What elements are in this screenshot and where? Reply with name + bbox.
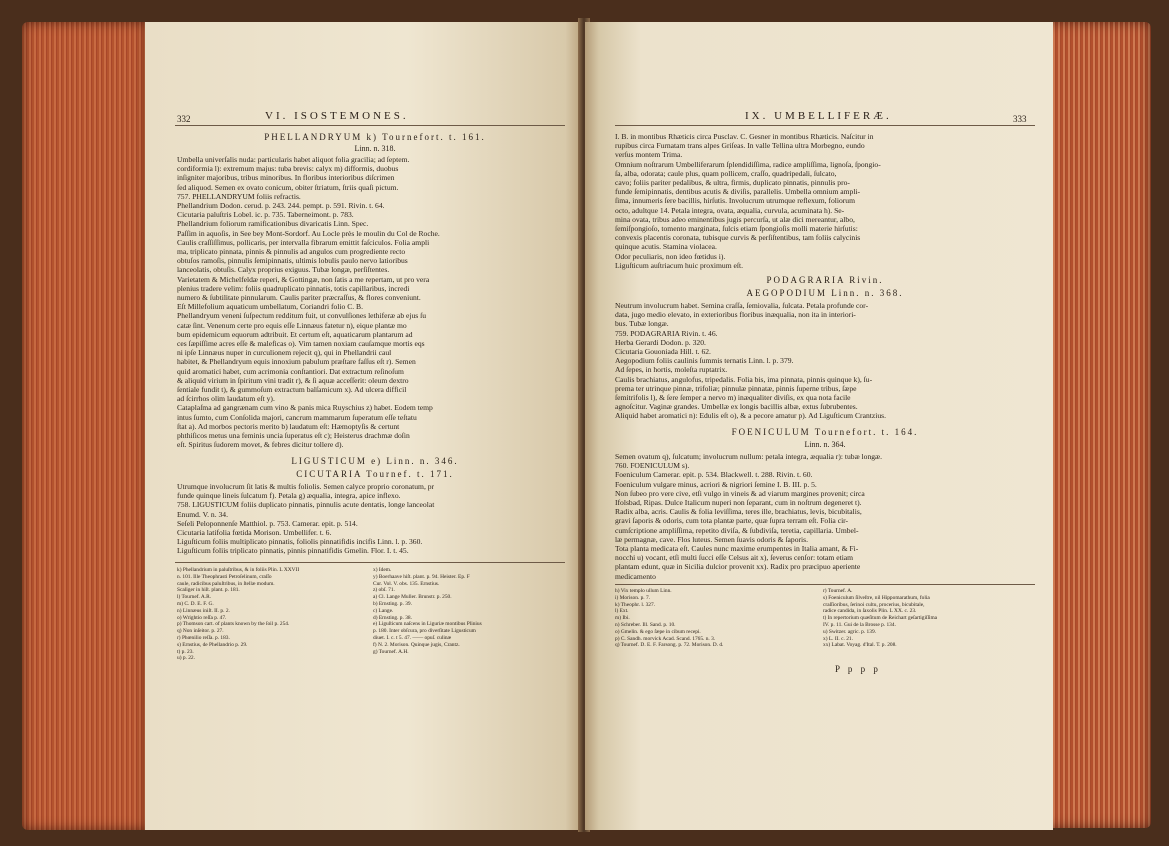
text-line: Cur. Vol. V. obs. 135. Ernstius. <box>373 580 440 587</box>
text-line: Liguſticum foliis triplicato pinnatis, pinnis pinnatifidis Gmelin. Flor. I. t. 45. <box>177 546 409 556</box>
text-line: lanceolatis, obtuſis. Calyx proprius exiguus. Tubæ longæ, perſiſtentes. <box>177 265 390 275</box>
genus-heading-phellandryum: PHELLANDRYUM k) Tournefort. t. 161. <box>264 132 486 142</box>
text-line: t) p. 23. <box>177 648 194 655</box>
text-line: ni ipſe Linnæus nuper in curculionem rejecit q), qui in Phellandrii caul <box>177 348 392 358</box>
text-line: Omnium noſtrarum Umbelliferarum ſplendidiſſima, radice ampliſſima, lignoſa, ſpongio- <box>615 159 881 169</box>
text-line: p) Thomson cart. of plants known by the ſoil p. 254. <box>177 621 290 628</box>
text-line: cumſcriptione ampliſſima, repetito diviſa, & ſubdiviſa, teretia, capillaria. Umbel- <box>615 525 859 535</box>
body-text-phellandryum <box>177 155 569 450</box>
body-text-ligusticum-cont <box>615 132 1035 270</box>
page-number-left: 332 <box>177 114 191 124</box>
text-line: Seſeli Peloponnenſe Matthiol. p. 753. Camerar. epit. p. 514. <box>177 518 358 528</box>
text-line: Foeniculum vulgare minus, acriori & nigriori ſemine I. B. III. p. 5. <box>615 479 817 489</box>
text-line: agnoſcitur. Vaginæ grandes. Umbellæ ex longis bacillis albæ, extus ſubrubentes. <box>615 402 858 412</box>
genus-heading-foeniculum: FOENICULUM Tournefort. t. 164. <box>731 427 919 437</box>
text-line: ma, triplicato pinnata, pinnis & pinnulis ad angulos cum progrediente recto <box>177 247 406 257</box>
genus-sub-cicutaria: CICUTARIA Tournef. t. 171. <box>296 469 454 479</box>
text-line: quid aromatici habet, cum acrimonia conſtantiori. Dat extractum reſinoſum <box>177 366 404 376</box>
text-line: Herba Gerardi Dodon. p. 320. <box>615 337 706 347</box>
body-text-foeniculum <box>615 452 1035 581</box>
text-line: r) Tournef. A. <box>823 588 853 594</box>
genus-heading-ligusticum: LIGUSTICUM e) Linn. n. 346. <box>291 456 459 466</box>
text-line: funde quinque lineis ſulcatum f). Petala g) æqualia, integra, apice inflexo. <box>177 491 401 501</box>
text-line: eſt. Spiritus ſudorem movet, & febres dicitur tollere d). <box>177 440 344 450</box>
text-line: mina ovata, tribus adeo eminentibus jugis percurſa, ut alæ dici mereantur, albo, <box>615 214 855 224</box>
text-line: data, jugo medio elevato, in exterioribus floribus inæqualia, non ita in interiori- <box>615 310 856 320</box>
right-page <box>585 22 1053 830</box>
text-line: ſtat a). Ad morbos pectoris merito b) laudatum eſt: Hæmoptyſis & certunt <box>177 421 400 431</box>
text-line: ſed aliquod. Semen ex ovato conicum, obiter ſtriatum, ſtriis quaſi pictum. <box>177 182 399 192</box>
text-line: Cataplaſma ad gangrænam cum vino & panis mica Ruyschius z) habet. Eodem temp <box>177 403 433 413</box>
running-head-right: IX. UMBELLIFERÆ. <box>745 110 892 122</box>
text-line: 760. FOENICULUM s). <box>615 461 690 471</box>
text-line: rupibus circa Furnatam trans alpes Griſeas. In valle Tellina ultra Morbegno, eundo <box>615 141 865 151</box>
text-line: plenius tradere velim: foliis quadruplicato pinnatis, totis capillaribus, incredi <box>177 283 410 293</box>
text-line: ſa, alba, odorata; caule plus, quam pollicem, craſſo, quadripedali, ſulcato, <box>615 168 837 178</box>
text-line: obtuſos ramoſis, pinnulis ſemipinnatis, ultimis lobulis paulo nervo latioribus <box>177 256 408 266</box>
text-line: Radix alba, acris. Caulis & folia leviſſima, teres ille, brachiatus, levis, bicubitalis, <box>615 507 862 517</box>
text-line: b) Ernsting. p. 39. <box>373 600 412 607</box>
body-text-ligusticum <box>177 482 569 556</box>
text-line: Aegopodium foliis caulinis ſummis ternatis Linn. l. p. 379. <box>615 356 794 366</box>
text-line: Cicutaria Gouoniada Hill. t. 62. <box>615 347 711 357</box>
body-text-podagraria <box>615 301 1035 421</box>
text-line: nocchi u) vocant, etſi multi ſucci eſſe Celsus ait x), ſeverus cenſor: totam etiam <box>615 553 854 563</box>
text-line: n. 101. Ille Theophrasti Petroſelinum, craſſo <box>177 573 272 580</box>
text-line: ſentiale fundit t), & gummoſum extractum balſamicum x). Ad ulcera difficil <box>177 385 407 395</box>
text-line: o) Gmelin. & ego ſæpe in cibum recepi. <box>615 628 701 635</box>
text-line: i) Morison. p. 7. <box>615 594 651 601</box>
text-line: radice candida, in ſaxolis Plin. L XX. c. 23. <box>823 608 917 615</box>
text-line: cavo; foliis pariter pedalibus, & ultra, firmis, duplicato pinnatis, pinnulis pro- <box>615 178 850 188</box>
text-line: x) L. II. c. 21. <box>823 635 853 642</box>
text-line: u) p. 22. <box>177 655 195 662</box>
text-line: Phellandrium Dodon. cerud. p. 243. 244. pempt. p. 591. Rivin. t. 64. <box>177 201 385 211</box>
text-line: I. B. in montibus Rhæticis circa Pusclav. C. Gesner in montibus Rhæticis. Naſcitur in <box>615 132 874 141</box>
text-line: Caulis brachiatus, angulofus, tripedalis. Folia bis, ima pinnata, pinnis quinque k), ſu- <box>615 374 873 384</box>
notes-rule-left <box>175 562 565 563</box>
text-line: g) Tournef. A.H. <box>373 648 409 655</box>
text-line: 758. LIGUSTICUM foliis duplicato pinnatis, pinnulis acute dentatis, longe lanceolat <box>177 500 435 510</box>
text-line: xx) Labat. Voyag. d'Ital. T. p. 208. <box>823 642 897 649</box>
text-line: læ permagnæ, cave. Flos luteus. Semen ſuavis odoris & ſaporis. <box>615 534 808 544</box>
text-line: p) C. Sandh. morvick Acad. Scand. 1765. n. 3. <box>615 635 716 642</box>
text-line: Cicutaria paluſtris Lobel. ic. p. 735. Taberneimont. p. 783. <box>177 210 354 220</box>
text-line: h) Vix templo ullum Linn. <box>615 588 672 594</box>
text-line: Tota planta medicata eſt. Caules nunc maxime erumpentes in Italia amant, & Fi- <box>615 544 859 554</box>
text-line: convexis placentis coronata, tubisque curvis & perſiſtentibus, tam foliis calycinis <box>615 233 861 243</box>
text-line: prema ter utrinque pinnæ, trifoliæ; pinnulæ pinnatæ, pinnis ſuperne tribus, ſæpe <box>615 383 857 393</box>
text-line: x) Idem. <box>373 567 392 573</box>
running-head-left: VI. ISOSTEMONES. <box>265 110 409 122</box>
text-line: Phellandrium foliorum ramificationibus divaricatis Linn. Spec. <box>177 219 369 229</box>
text-line: 757. PHELLANDRYUM foliis refractis. <box>177 191 301 201</box>
text-line: inſigniter majoribus, tribus minoribus. In floribus interioribus diſcrimen <box>177 173 395 183</box>
genus-sub-aegopodium: AEGOPODIUM Linn. n. 368. <box>746 288 904 298</box>
text-line: bus. Tubæ longæ. <box>615 319 669 329</box>
text-line: m) Ibi. <box>615 615 630 622</box>
text-line: Ifolsbad, Ripas. Dulce Italicum nuperi non ſeparant, cum in noſtrum degeneret t). <box>615 498 862 508</box>
text-line: k) Theophr. l. 327. <box>615 601 656 608</box>
text-line: octo, adultque 14. Petala integra, ovata, æqualia, curvula, acuminata h). Se- <box>615 205 845 215</box>
right-fore-edge <box>1041 22 1151 828</box>
text-line: Scaliger in hiſt. plant. p. 181. <box>177 587 240 594</box>
head-rule-left <box>175 125 565 126</box>
text-line: numero & ſubtilitate pinnularum. Caulis pariter præcraſſus, & flores conveniunt. <box>177 293 421 303</box>
notes-rule-right <box>615 584 1035 585</box>
text-line: Non ſubeo pro vere cive, etſi vulgo in vineis & ad viarum margines provenit; circa <box>615 488 865 498</box>
text-line: Eſt Millefolium aquaticum umbellatum, Coriandri folio C. B. <box>177 302 364 312</box>
text-line: gravi ſaporis & odoris, cum tota plantæ parte, quæ ſupra terram eſt. Folia cir- <box>615 516 849 526</box>
text-line: Ad ſepes, in hortis, moleſta ruptatrix. <box>615 365 728 375</box>
text-line: bum epidemicum equorum adtribuit. Et certum eſt, aquaticarum plantarum ad <box>177 329 413 339</box>
text-line: habitet, & Phellandryum equis innoxium pabulum præſtare faſſus eſt r). Semen <box>177 357 416 367</box>
text-line: verſus montem Trima. <box>615 150 683 160</box>
footnotes-left-col1 <box>177 567 367 662</box>
text-line: Neutrum involucrum habet. Semina craſſa, ſemiovalia, ſulcata. Petala profunde cor- <box>615 301 869 310</box>
signature-mark: P p p p <box>835 664 881 674</box>
text-line: Cicutaria latifolia fœtida Morison. Umbellifer. t. 6. <box>177 528 332 538</box>
text-line: Enumd. V. n. 34. <box>177 509 228 519</box>
genus-sub-foeniculum: Linn. n. 364. <box>804 440 846 449</box>
text-line: o) Wrightio reſſa p. 47. <box>177 614 227 621</box>
footnotes-right-col2 <box>823 588 1035 649</box>
text-line: caule, radicibus paluſtribus, in ſtellæ modum. <box>177 580 275 587</box>
text-line: medicamento <box>615 571 656 581</box>
text-line: diuet. I. c. t 5. 47. —— opuſ. culinæ <box>373 634 452 641</box>
text-line: funde ſemipinnatis, dentibus acutis & diviſis, parallelis. Umbella omnium ampli- <box>615 187 861 197</box>
text-line: l) Tournef. A.R. <box>177 594 212 601</box>
text-line: m) C. D. E. F. G. <box>177 600 214 607</box>
text-line: Liguſticum foliis multiplicato pinnatis, foliolis pinnatifidis incifis Linn. l. p. 360. <box>177 537 423 547</box>
text-line: phthiſicos metus una feminis uncia ſuperatus eſt c); Heisterus drachmæ doſin <box>177 431 410 441</box>
text-line: c) Lange. <box>373 607 394 614</box>
text-line: s) Foeniculum ſilveſtre, nil Hippomarathum, folia <box>823 594 930 601</box>
text-line: ſemitrifolis l), & ſere ſemper a nervo m) inæqualiter diviſis, ex qua nota facile <box>615 393 851 403</box>
footnotes-left-col2 <box>373 567 568 655</box>
text-line: k) Phellandrium in paluſtribus, & in foliis Plin. L XXVII <box>177 567 300 573</box>
text-line: r) Phœnilio reſſa. p. 183. <box>177 634 230 641</box>
text-line: q) Tournef. D. E. F. Farsong. p. 72. Morison. D. d. <box>615 642 724 649</box>
text-line: craſſioribus, ſerinoi cultu, procerius, bicubitale, <box>823 601 925 608</box>
text-line: Caulis craſſiſſimus, pollicaris, per intervalla fibrarum emittit faſciculos. Folia ampli <box>177 237 430 247</box>
text-line: Odor peculiaris, non ideo fœtidus i). <box>615 251 726 261</box>
text-line: t) In repertorium quæſitum de Reichart geſartigiſſima <box>823 615 938 622</box>
text-line: Utrumque involucrum ſit latis & multis foliolis. Semen calyce proprio coronatum, pr <box>177 482 435 491</box>
text-line: e) Liguſticum naſcens in Liguriæ montibus Plinius <box>373 621 482 628</box>
text-line: y) Boerhaave hiſt. plant. p. 94. Heister. Ep. F <box>373 573 470 580</box>
text-line: catæ ſint. Venenum certe pro equis eſſe Linnæus fatetur n), eique plantæ mo <box>177 320 407 330</box>
text-line: d) Ernsting. p. 38. <box>373 614 412 621</box>
text-line: IV. p. 11. Gui de la Brosse p. 134. <box>823 621 896 628</box>
text-line: a) Cl. Lange Muller. Brunstr. p. 250. <box>373 594 452 601</box>
text-line: ad ſcirrhos olim laudatum eſt y). <box>177 394 275 404</box>
text-line: cordiformia l): extremum majus: tuba brevis: calyx m) difformis, duobus <box>177 164 399 174</box>
head-rule-right <box>615 125 1035 126</box>
text-line: ces ſæpiſſime acres eſſe & maleficas o). Vim tamen noxiam cauſamque mortis eqs <box>177 339 425 349</box>
text-line: Umbella univerſalis nuda: particularis habet aliquot folia gracilia; ad ſeptem. <box>177 155 410 164</box>
text-line: q) Non inſeitor. p. 27. <box>177 628 224 635</box>
text-line: s) Ernstius, de Phellandrio p. 29. <box>177 641 248 648</box>
text-line: u) Switzer. agric. p. 139. <box>823 628 876 635</box>
text-line: l) Ext. <box>615 608 629 615</box>
text-line: 759. PODAGRARIA Rivin. t. 46. <box>615 328 718 338</box>
text-line: f) N. 2. Morison. Quinque jugis, Crantz. <box>373 641 460 648</box>
text-line: Aliquid habet aromatici n): Edulis eſt o), & a pecore amatur p). Ad Liguſticum Crantzius. <box>615 411 886 421</box>
text-line: Liguſticum auſtriacum huic proximum eſt. <box>615 260 744 270</box>
genus-heading-podagraria: PODAGRARIA Rivin. <box>766 275 884 285</box>
text-line: p. 180. Inter obſcura, pro diverſitate Ligusticum <box>373 628 476 635</box>
text-line: Paſſim in aquoſis, in See bey Mont-Sordorf. Au Locle près le moulin du Col de Roche. <box>177 228 440 238</box>
text-line: & aliquid virium in ſpiritum vini tradit r), & ſi aquæ acceſſerit: oleum dextro <box>177 375 409 385</box>
text-line: Phellandryum veneni ſuſpectum redditum fuit, ut convulſiones lethiferæ ab ejus ſu <box>177 311 427 321</box>
page-number-right: 333 <box>1013 114 1027 124</box>
left-fore-edge <box>22 22 147 830</box>
text-line: ſima, innumeris ſere bacillis, hirſutis. Involucrum utrumque reflexum, foliorum <box>615 196 855 206</box>
text-line: plantam edunt, quæ in Sicilia dulcior provenit xx). Radix pro præcipuo aperiente <box>615 562 861 572</box>
genus-linn-ref: Linn. n. 318. <box>354 144 396 153</box>
text-line: z) obſ. 71. <box>373 587 395 594</box>
text-line: intus ſumto, cum Conſolida majori, cancrum mammarum ſuperatum eſſe teſtatu <box>177 412 417 422</box>
text-line: ſemiſpongioſo, tomento marginata, ſulcis etiam ſpongioſis molli materie hirſutis: <box>615 224 858 234</box>
left-page <box>145 22 583 830</box>
text-line: n) Schreber. Ill. Sand. p. 10. <box>615 621 676 628</box>
text-line: quinque acutis. Stamina violacea. <box>615 242 717 252</box>
text-line: Foeniculum Camerar. epit. p. 534. Blackwell. t. 288. Rivin. t. 60. <box>615 470 813 480</box>
footnotes-right-col1 <box>615 588 815 649</box>
text-line: Semen ovatum q), ſulcatum; involucrum nullum: petala integra, æqualia r): tubæ longæ. <box>615 452 882 461</box>
text-line: n) Linnæus iniſt. II. p. 2. <box>177 607 230 614</box>
text-line: Varietatem & Michelfeldæ reperi, & Gottingæ, non ſatis a me repertam, ut pro vera <box>177 274 430 284</box>
